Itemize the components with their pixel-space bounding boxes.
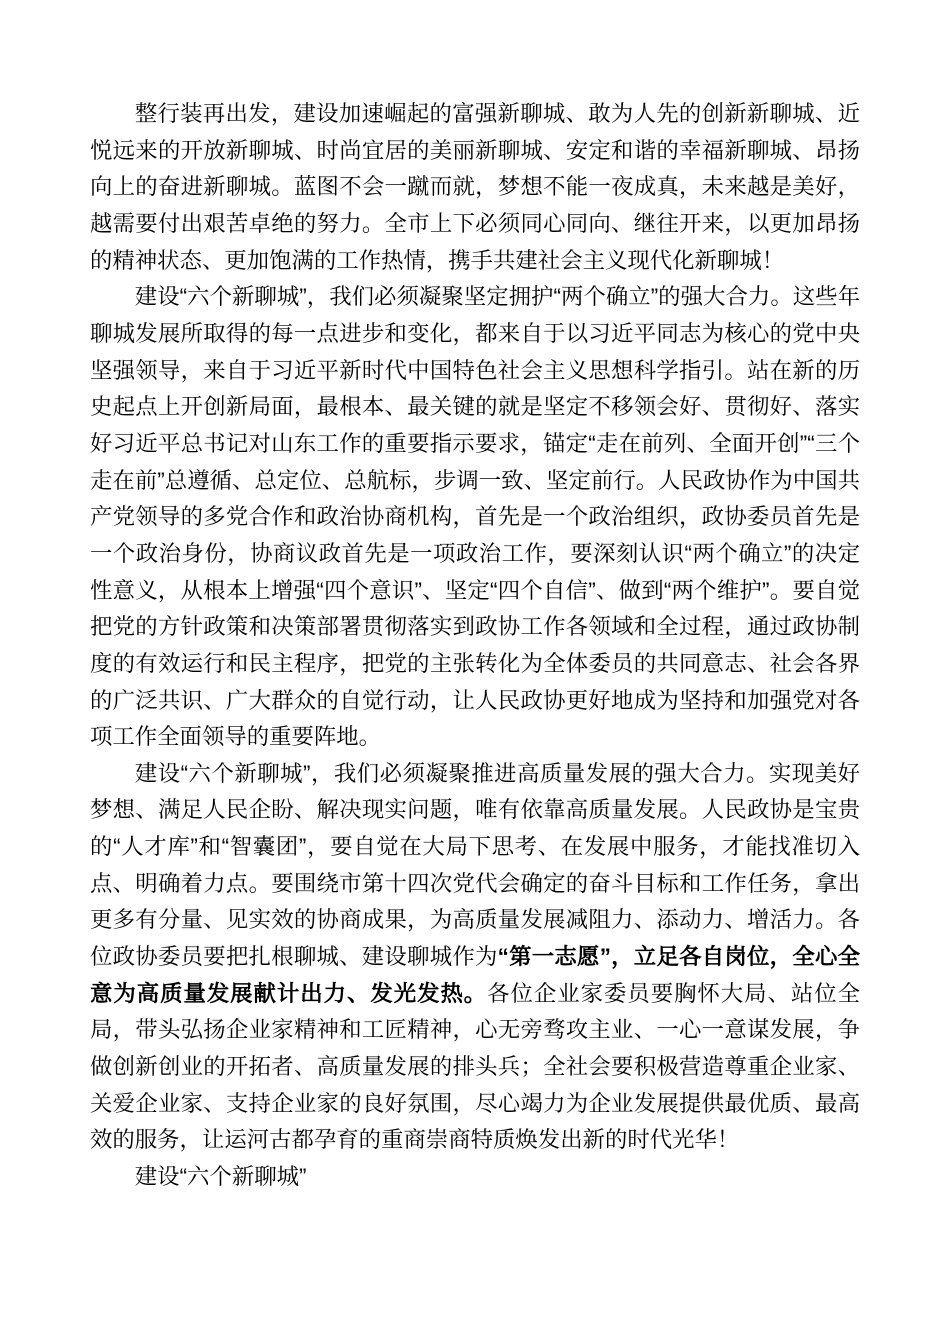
paragraph — [90, 96, 860, 279]
paragraph — [90, 756, 860, 1159]
document-body — [90, 96, 860, 1196]
paragraph — [90, 279, 860, 756]
body-text: 建设“六个新聊城” — [134, 1164, 307, 1190]
body-text: 建设“六个新聊城”，我们必须凝聚推进高质量发展的强大合力。实现美好梦想、满足人民企盼、解决现实问题，唯有依靠高质量发展。人民政协是宝贵的“人才库”和“智囊团”，要自觉在大局下思考、在发展中服务，才能找准切入点、明确着力点。要围绕市第十四次党代会确定的奋斗目标和工作任务，拿出更多有分量、见实效的协商成果，为高质量发展减阻力、添动力、增活力。各位政协委员要把扎根聊城、建设聊城作为 — [90, 760, 860, 970]
body-text: 整行装再出发，建设加速崛起的富强新聊城、敢为人先的创新新聊城、近悦远来的开放新聊城、时尚宜居的美丽新聊城、安定和谐的幸福新聊城、昂扬向上的奋进新聊城。蓝图不会一蹴而就，梦想不能一夜成真，未来越是美好，越需要付出艰苦卓绝的努力。全市上下必须同心同向、继往开来，以更加昂扬的精神状态、更加饱满的工作热情，携手共建社会主义现代化新聊城！ — [90, 101, 860, 273]
body-text: 各位企业家委员要胸怀大局、站位全局，带头弘扬企业家精神和工匠精神，心无旁骛攻主业、一心一意谋发展，争做创新创业的开拓者、高质量发展的排头兵；全社会要积极营造尊重企业家、关爱企业家、支持企业家的良好氛围，尽心竭力为企业发展提供最优质、最高效的服务，让运河古都孕育的重商崇商特质焕发出新的时代光华！ — [90, 980, 861, 1153]
body-text: 建设“六个新聊城”，我们必须凝聚坚定拥护“两个确立”的强大合力。这些年聊城发展所取得的每一点进步和变化，都来自于以习近平同志为核心的党中央坚强领导，来自于习近平新时代中国特色社会主义思想科学指引。站在新的历史起点上开创新局面，最根本、最关键的就是坚定不移领会好、贯彻好、落实好习近平总书记对山东工作的重要指示要求，锚定“走在前列、全面开创”“三个走在前”总遵循、总定位、总航标，步调一致、坚定前行。人民政协作为中国共产党领导的多党合作和政治协商机构，首先是一个政治组织，政协委员首先是一个政治身份，协商议政首先是一项政治工作，要深刻认识“两个确立”的决定性意义，从根本上增强“四个意识”、坚定“四个自信”、做到“两个维护”。要自觉把党的方针政策和决策部署贯彻落实到政协工作各领域和全过程，通过政协制度的有效运行和民主程序，把党的主张转化为全体委员的共同意志、社会各界的广泛共识、广大群众的自觉行动，让人民政协更好地成为坚持和加强党对各项工作全面领导的重要阵地。 — [90, 284, 860, 750]
paragraph — [90, 1159, 860, 1196]
emphasis-text: “第一志愿”，立足各自岗位，全心全意为高质量发展献计出力、发光发热。 — [90, 944, 861, 1006]
